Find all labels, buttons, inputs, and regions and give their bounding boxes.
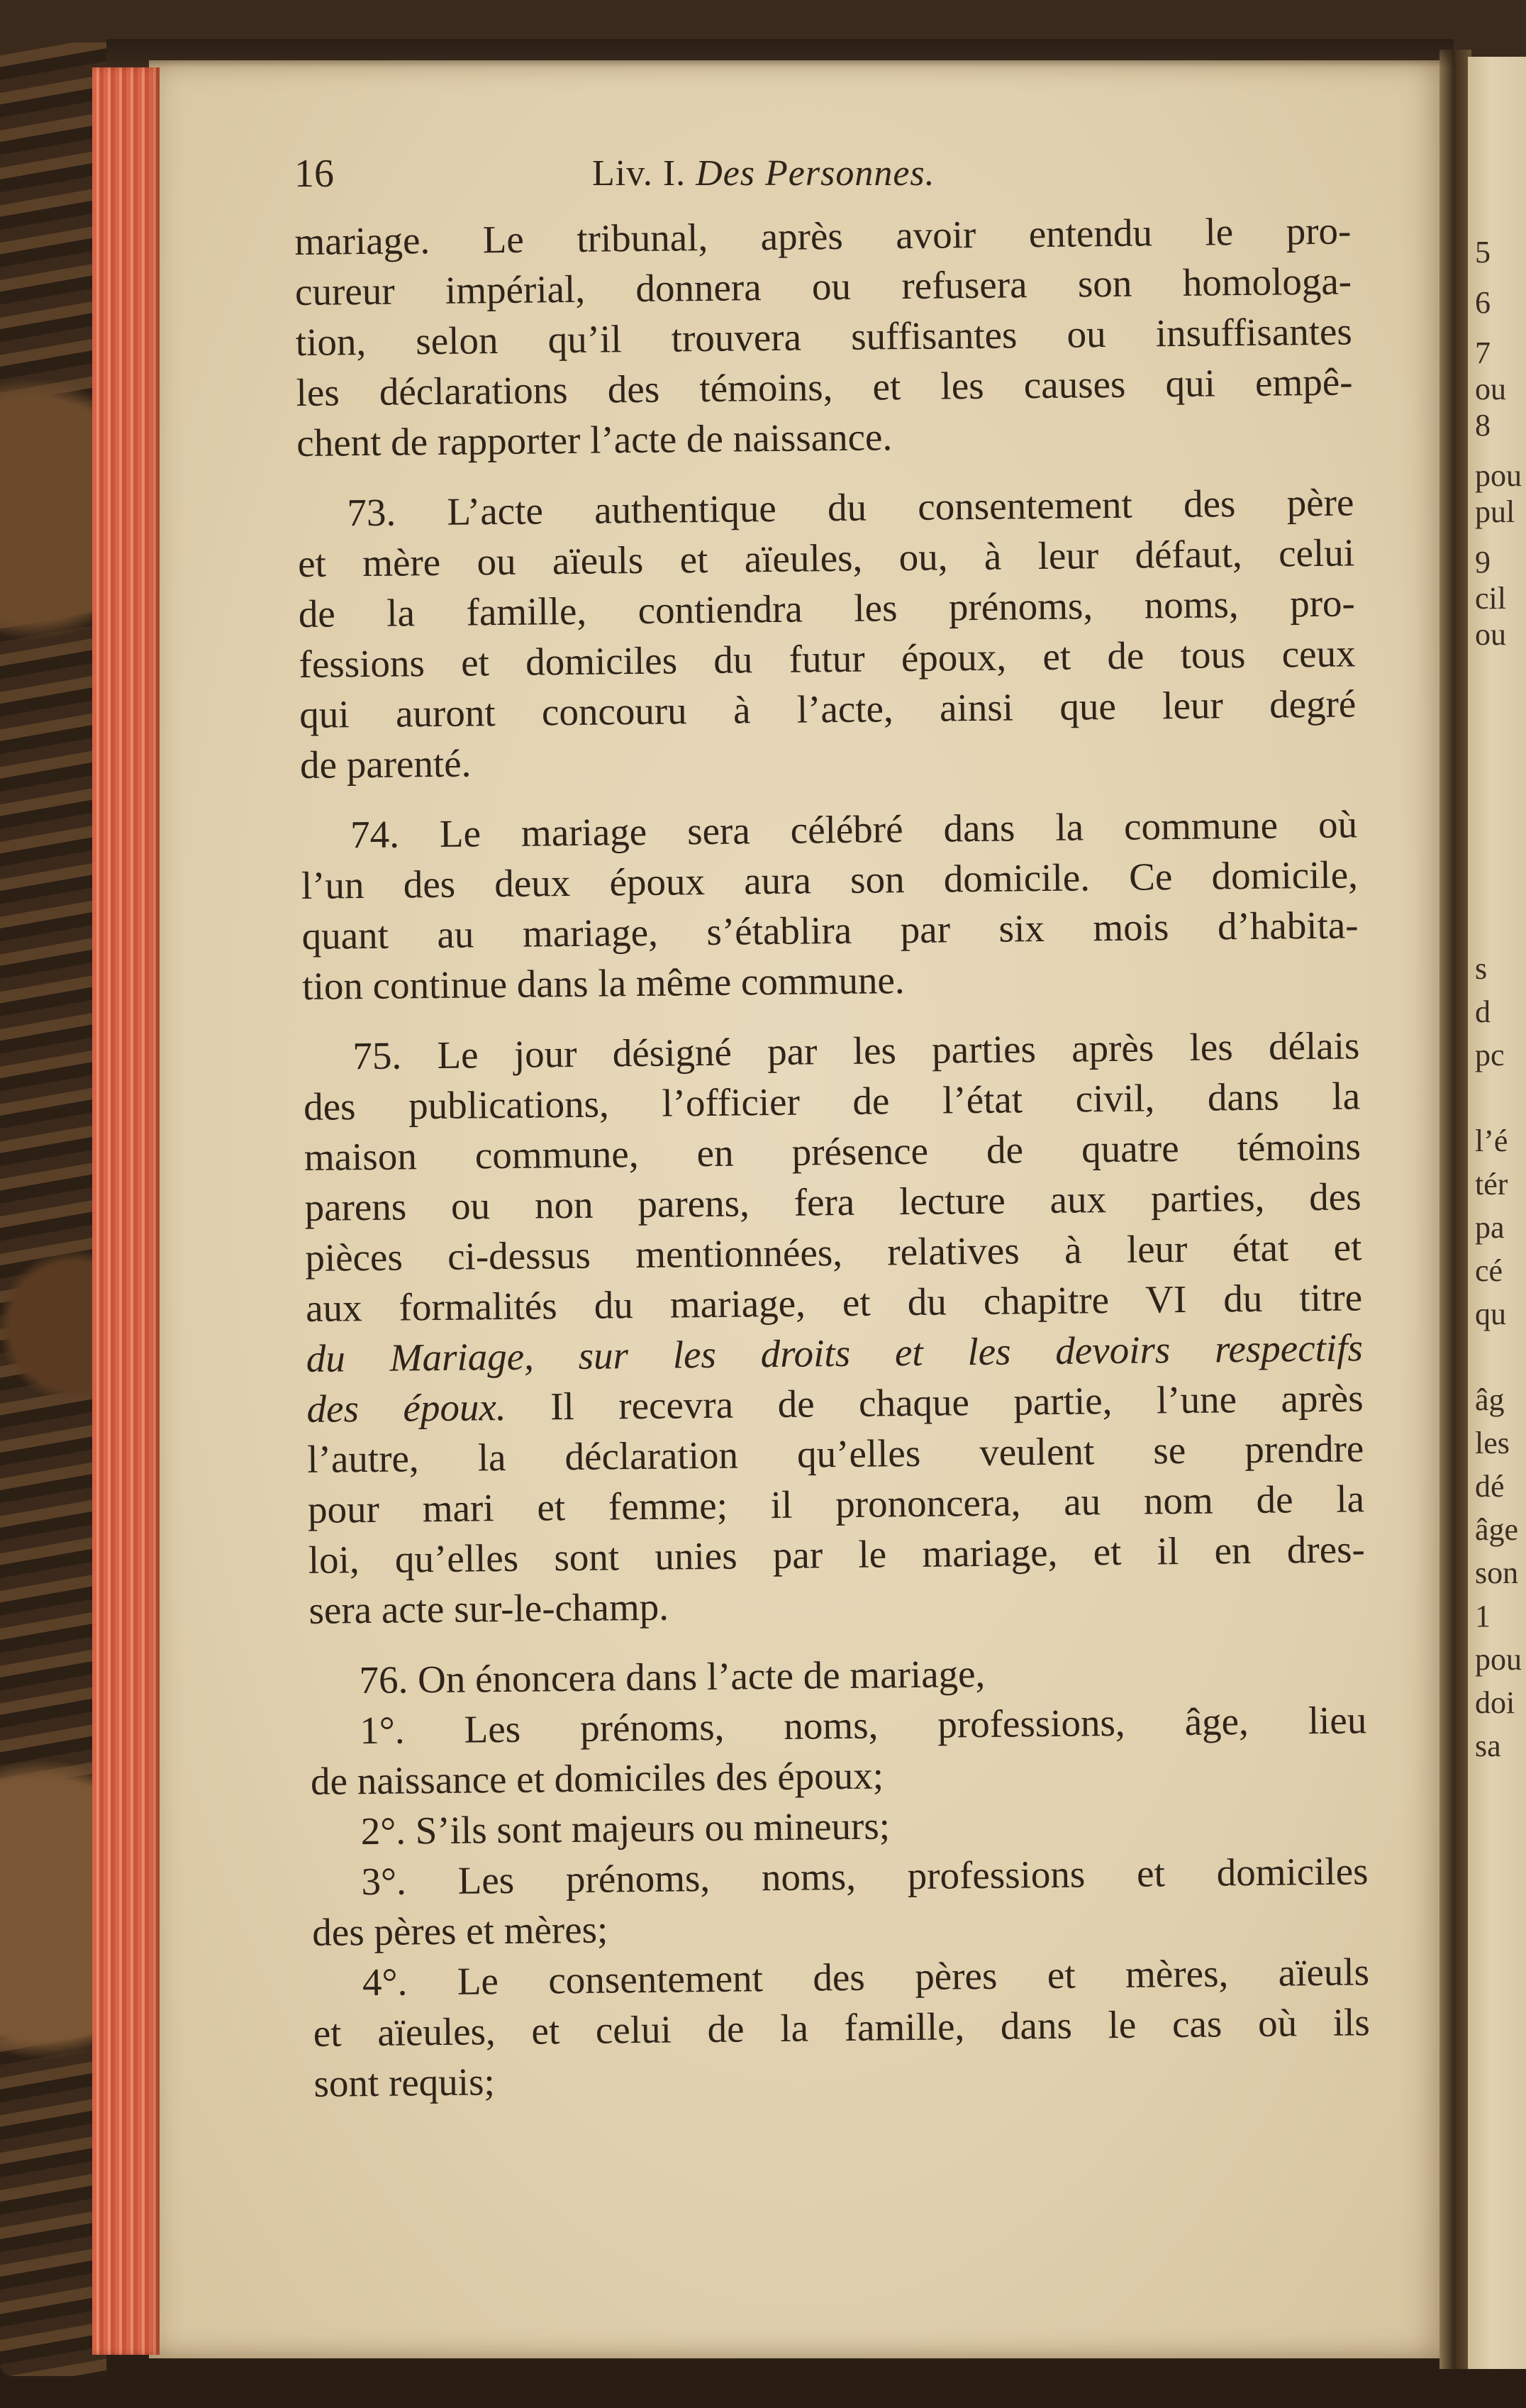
running-title <box>592 145 935 202</box>
text-line: de la famille, contiendra les prénoms, noms, pro- <box>298 581 1356 636</box>
fragment: 9 <box>1475 545 1491 579</box>
text-line: l’autre, la déclaration qu’elles veulent se prendre <box>307 1426 1364 1481</box>
text-line: de naissance et domiciles des époux; <box>310 1753 884 1803</box>
article-73 <box>297 477 1357 790</box>
text-line: 76. On énoncera dans l’acte de mariage, <box>359 1651 986 1702</box>
text-line: mariage. Le tribunal, après avoir entendu le pro- <box>294 209 1352 263</box>
fragment: les <box>1475 1426 1510 1460</box>
fragment: pa <box>1475 1210 1505 1245</box>
fragment: pou <box>1475 1642 1522 1677</box>
text-line: sera acte sur-le-champ. <box>308 1585 669 1632</box>
body-text <box>294 205 1371 2108</box>
fragment: 7 <box>1475 335 1491 370</box>
text-line: sont requis; <box>313 2060 496 2105</box>
fragment: s <box>1475 951 1488 986</box>
text-line: 74. Le mariage sera célébré dans la commune où <box>350 802 1358 857</box>
text-line: tion continue dans la même commune. <box>302 958 905 1008</box>
fragment: l’é <box>1475 1123 1508 1158</box>
top-shadow <box>106 39 1454 67</box>
text-line: l’un des deux époux aura son domicile. Ce domicile, <box>301 853 1359 907</box>
text-line: 2°. S’ils sont majeurs ou mineurs; <box>360 1804 891 1853</box>
text-line: des publications, l’officier de l’état civil, dans la <box>303 1074 1361 1128</box>
text-line: 3°. Les prénoms, noms, professions et domiciles <box>361 1849 1369 1904</box>
fragment: cil <box>1475 581 1506 616</box>
fragment: qu <box>1475 1297 1506 1331</box>
article-74 <box>301 799 1359 1011</box>
text-line: parens ou non parens, fera lecture aux parties, des <box>304 1175 1361 1229</box>
fragment: d <box>1475 994 1491 1029</box>
fragment: ou <box>1475 372 1506 406</box>
text-line: tion, selon qu’il trouvera suffisantes ou insuffisantes <box>295 309 1353 364</box>
text-line: 73. L’acte authentique du consentement des père <box>347 480 1354 535</box>
running-head <box>294 145 1351 202</box>
text-line: 4°. Le consentement des pères et mères, aïeuls <box>362 1950 1370 2004</box>
article-76 <box>309 1644 1371 2109</box>
marbled-binding-edge <box>0 43 106 2376</box>
fragment: âge <box>1475 1512 1519 1547</box>
text-line: maison commune, en présence de quatre témoins <box>303 1124 1361 1179</box>
text-line: et aïeules, et celui de la famille, dans le cas où ils <box>313 2000 1371 2055</box>
page-content <box>294 145 1371 2109</box>
next-page-sliver <box>1468 57 1526 2369</box>
fragment: 6 <box>1475 285 1491 320</box>
fragment: pc <box>1475 1038 1505 1072</box>
fragment: cé <box>1475 1253 1503 1288</box>
text-line: aux formalités du mariage, et du chapitre VI du titre <box>305 1275 1363 1330</box>
text-line: les déclarations des témoins, et les causes qui empê- <box>296 360 1353 414</box>
text-line: loi, qu’elles sont unies par le mariage, et il en dres- <box>308 1527 1366 1582</box>
text-line: pièces ci-dessus mentionnées, relatives à leur état et <box>305 1225 1362 1280</box>
running-title-prefix: Liv. I. <box>592 153 686 194</box>
fragment: pul <box>1475 494 1515 529</box>
text-line: cureur impérial, donnera ou refusera son homologa- <box>294 259 1352 314</box>
fragment: 5 <box>1475 235 1491 270</box>
fragment: 8 <box>1475 408 1491 443</box>
page-number: 16 <box>294 152 334 196</box>
book-gutter <box>1439 50 1471 2369</box>
fragment: doi <box>1475 1685 1515 1720</box>
text-line: quant au mariage, s’établira par six mois d’habita- <box>301 903 1359 958</box>
fragment: son <box>1475 1555 1519 1590</box>
fragment: ou <box>1475 617 1506 652</box>
paragraph <box>294 205 1354 468</box>
text-line: et mère ou aïeuls et aïeules, ou, à leur défaut, celui <box>297 531 1355 585</box>
text-line: de parenté. <box>299 741 472 787</box>
fragment: dé <box>1475 1469 1505 1504</box>
fragment: âg <box>1475 1382 1505 1417</box>
text-line: qui auront concouru à l’acte, ainsi que leur degré <box>299 682 1357 736</box>
text-line: des pères et mères; <box>312 1907 608 1954</box>
article-75 <box>303 1020 1366 1636</box>
fragment: pou <box>1475 458 1522 493</box>
text-line: chent de rapporter l’acte de naissance. <box>296 415 893 465</box>
fragment: 1 <box>1475 1599 1491 1633</box>
fragment: sa <box>1475 1729 1501 1763</box>
fragment: tér <box>1475 1167 1508 1202</box>
italic-text-line: du Mariage, sur les droits et les devoirs respectifs <box>306 1326 1364 1380</box>
running-title-italic: Des Personnes. <box>696 153 935 194</box>
text-line: 1°. Les prénoms, noms, professions, âge, lieu <box>360 1698 1367 1753</box>
red-page-edge <box>92 67 160 2355</box>
italic-fragment: des époux. <box>306 1385 506 1431</box>
roman-fragment: Il recevra de chaque partie, l’une après <box>506 1376 1364 1428</box>
text-line: pour mari et femme; il prononcera, au nom de la <box>307 1477 1365 1531</box>
text-line: fessions et domiciles du futur époux, et de tous ceux <box>299 631 1356 686</box>
text-line: 75. Le jour désigné par les parties après les délais <box>352 1023 1360 1078</box>
